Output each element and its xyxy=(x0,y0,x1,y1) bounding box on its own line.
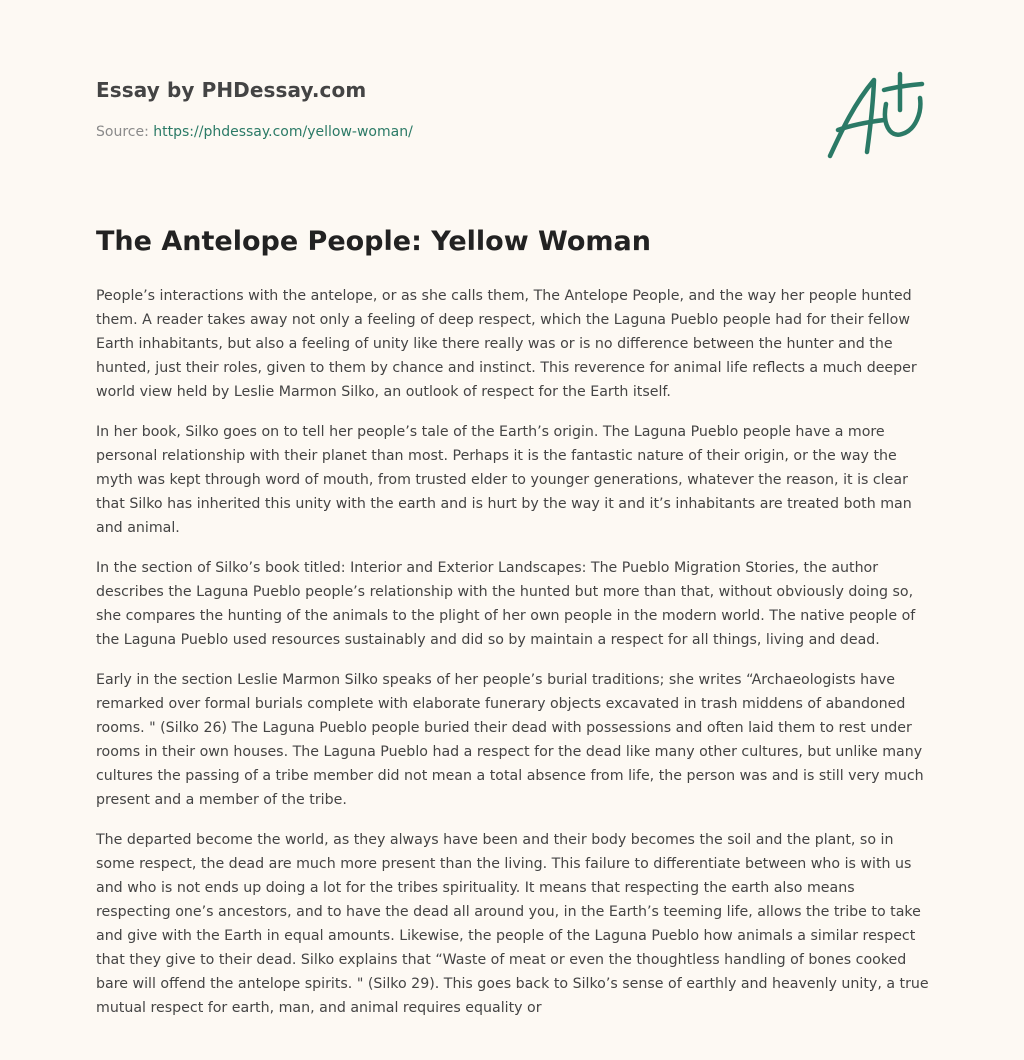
a-plus-logo-icon xyxy=(824,68,928,164)
site-title: Essay by PHDessay.com xyxy=(96,78,367,102)
source-line xyxy=(96,124,413,140)
essay-paragraph: Early in the section Leslie Marmon Silko speaks of her people’s burial traditions; she writes “Archaeologists have remarked over formal burials complete with elaborate funerary objects excavated in trash middens of abandoned rooms. " (Silko 26) The Laguna Pueblo people buried their dead with possessions and often laid them to rest under rooms in their own houses. The Laguna Pueblo had a respect for the dead like many other cultures, but unlike many cultures the passing of a tribe member did not mean a total absence from life, the person was and is still very much present and a member of the tribe. xyxy=(96,672,924,808)
source-label: Source: xyxy=(96,124,154,140)
essay-paragraph: People’s interactions with the antelope, or as she calls them, The Antelope People, and the way her people hunted them. A reader takes away not only a feeling of deep respect, which the Laguna Pueblo people had for their fellow Earth inhabitants, but also a feeling of unity like there really was or is no difference between the hunter and the hunted, just their roles, given to them by chance and instinct. This reverence for animal life reflects a much deeper world view held by Leslie Marmon Silko, an outlook of respect for the Earth itself. xyxy=(96,288,917,400)
essay-body xyxy=(96,284,931,1020)
essay-paragraph: In the section of Silko’s book titled: Interior and Exterior Landscapes: The Pueblo Migration Stories, the author describes the Laguna Pueblo people’s relationship with the hunted but more than that, without obviously doing so, she compares the hunting of the animals to the plight of her own people in the modern world. The native people of the Laguna Pueblo used resources sustainably and did so by maintain a respect for all things, living and dead. xyxy=(96,560,916,648)
essay-title: The Antelope People: Yellow Woman xyxy=(96,226,652,257)
page-header xyxy=(96,74,928,174)
source-link[interactable]: https://phdessay.com/yellow-woman/ xyxy=(153,124,413,140)
essay-paragraph: The departed become the world, as they always have been and their body becomes the soil and the plant, so in some respect, the dead are much more present than the living. This failure to differentiate between who is with us and who is not ends up doing a lot for the tribes spirituality. It means that respecting the earth also means respecting one’s ancestors, and to have the dead all around you, in the Earth’s teeming life, allows the tribe to take and give with the Earth in equal amounts. Likewise, the people of the Laguna Pueblo how animals a similar respect that they give to their dead. Silko explains that “Waste of meat or even the thoughtless handling of bones cooked bare will offend the antelope spirits. " (Silko 29). This goes back to Silko’s sense of earthly and heavenly unity, a true mutual respect for earth, man, and animal requires equality or xyxy=(96,832,929,1016)
essay-paragraph: In her book, Silko goes on to tell her people’s tale of the Earth’s origin. The Laguna Pueblo people have a more personal relationship with their planet than most. Perhaps it is the fantastic nature of their origin, or the way the myth was kept through word of mouth, from trusted elder to younger generations, whatever the reason, it is clear that Silko has inherited this unity with the earth and is hurt by the way it and it’s inhabitants are treated both man and animal. xyxy=(96,424,912,536)
